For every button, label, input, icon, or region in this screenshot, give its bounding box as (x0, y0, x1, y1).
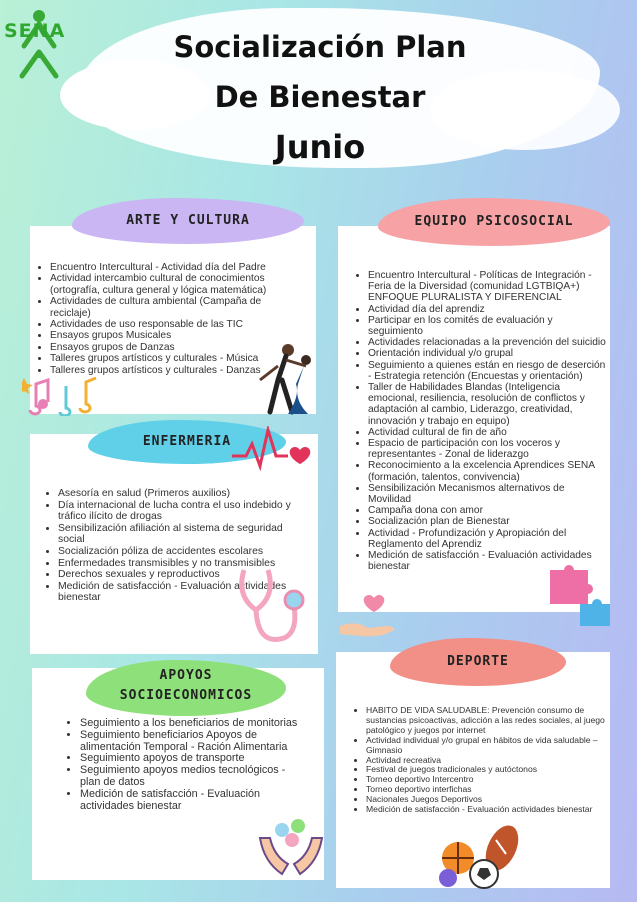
title-line-2: De Bienestar (214, 80, 426, 114)
enfermeria-title: ENFERMERIA (88, 420, 286, 464)
list-item: • Encuentro Intercultural - Políticas de Integración - Feria de la Diversidad (comunidad LGTBIQA+) ENFOQUE PLURALISTA Y DIFERENCIAL (368, 270, 610, 304)
deporte-title: DEPORTE (390, 638, 566, 686)
list-item: • Seguimiento a los beneficiarios de monitorias (80, 718, 308, 730)
list-item: • Día internacional de lucha contra el uso indebido y tráfico ilícito de drogas (58, 500, 310, 523)
apoyos-list (62, 718, 308, 812)
list-item: • Socialización plan de Bienestar (368, 516, 610, 527)
list-item: • Espacio de participación con los voceros y representantes - Zonal de liderazgo (368, 438, 610, 460)
list-item: • Socialización póliza de accidentes escolares (58, 546, 310, 558)
psico-list (350, 270, 610, 572)
apoyos-title-line2: SOCIOECONOMICOS (119, 688, 253, 703)
heartbeat-icon (232, 426, 314, 477)
list-item: • Derechos sexuales y reproductivos (58, 569, 310, 581)
hands-coins-icon (258, 818, 324, 883)
list-item: • HABITO DE VIDA SALUDABLE: Prevención consumo de sustancias psicoactivas, adicción a las redes sociales, al juego patológico y juegos por internet (366, 706, 614, 736)
dancers-icon (248, 340, 328, 425)
list-item: • Enfermedades transmisibles y no transmisibles (58, 558, 310, 570)
stethoscope-icon (232, 566, 312, 657)
list-item: • Torneo deportivo Intercentro (366, 775, 614, 785)
list-item: • Actividades de uso responsable de las TIC (50, 319, 300, 330)
list-item: • Ensayos grupos Musicales (50, 330, 300, 341)
list-item: • Actividades de cultura ambiental (Campaña de reciclaje) (50, 296, 300, 319)
list-item: • Taller de Habilidades Blandas (Inteligencia emocional, resiliencia, resolución de conflictos y adaptación al cambio, Liderazgo, creatividad, innovación y trabajo en equipo) (368, 382, 610, 427)
apoyos-title (86, 660, 286, 716)
list-item: • Sensibilización afiliación al sistema de seguridad social (58, 523, 310, 546)
list-item: • Medición de satisfacción - Evaluación actividades bienestar (80, 789, 308, 813)
sena-logo-text: SENA (4, 20, 66, 42)
heart-hand-icon (338, 592, 400, 643)
list-item: • Talleres grupos artísticos y culturales - Música (50, 353, 300, 364)
list-item: • Torneo deportivo interfichas (366, 785, 614, 795)
list-item: • Actividad - Profundización y Apropiación del Reglamento del Aprendiz (368, 528, 610, 550)
list-item: • Orientación individual y/o grupal (368, 348, 610, 359)
sports-balls-icon (436, 818, 522, 897)
list-item: • Medición de satisfacción - Evaluación actividades bienestar (366, 805, 614, 815)
list-item: • Festival de juegos tradicionales y autóctonos (366, 765, 614, 775)
puzzle-icon (546, 564, 612, 635)
psico-title: EQUIPO PSICOSOCIAL (378, 198, 610, 246)
list-item: • Actividad intercambio cultural de conocimientos (ortografía, cultura general y lógica matemática) (50, 273, 300, 296)
list-item: • Ensayos grupos de Danzas (50, 342, 300, 353)
list-item: • Actividades relacionadas a la prevención del suicidio (368, 337, 610, 348)
title-line-3: Junio (274, 128, 366, 166)
arte-title: ARTE Y CULTURA (72, 198, 304, 244)
deporte-list (350, 706, 614, 815)
list-item: • Medición de satisfacción - Evaluación actividades bienestar (58, 581, 310, 604)
list-item: • Seguimiento apoyos de transporte (80, 753, 308, 765)
list-item: • Encuentro Intercultural - Actividad día del Padre (50, 262, 300, 273)
list-item: • Seguimiento apoyos medios tecnológicos - plan de datos (80, 765, 308, 789)
list-item: • Actividad recreativa (366, 756, 614, 766)
list-item: • Seguimiento beneficiarios Apoyos de alimentación Temporal - Ración Alimentaria (80, 730, 308, 754)
list-item: • Asesoría en salud (Primeros auxilios) (58, 488, 310, 500)
list-item: • Participar en los comités de evaluación y seguimiento (368, 315, 610, 337)
list-item: • Sensibilización Mecanismos alternativos de Movilidad (368, 483, 610, 505)
list-item: • Actividad día del aprendiz (368, 304, 610, 315)
title-line-1: Socialización Plan (173, 30, 467, 64)
list-item: • Reconocimiento a la excelencia Aprendices SENA (formación, talentos, convivencia) (368, 460, 610, 482)
apoyos-title-line1: APOYOS (159, 668, 213, 683)
list-item: • Nacionales Juegos Deportivos (366, 795, 614, 805)
list-item: • Campaña dona con amor (368, 505, 610, 516)
list-item: • Actividad individual y/o grupal en hábitos de vida saludable – Gimnasio (366, 736, 614, 756)
list-item: • Seguimiento a quienes están en riesgo de deserción - Estrategia retención (Encuestas y orientación) (368, 360, 610, 382)
list-item: • Actividad cultural de fin de año (368, 427, 610, 438)
list-item: • Talleres grupos artísticos y culturales - Danzas (50, 365, 300, 376)
list-item: • Medición de satisfacción - Evaluación actividades bienestar (368, 550, 610, 572)
music-notes-icon (22, 372, 102, 421)
